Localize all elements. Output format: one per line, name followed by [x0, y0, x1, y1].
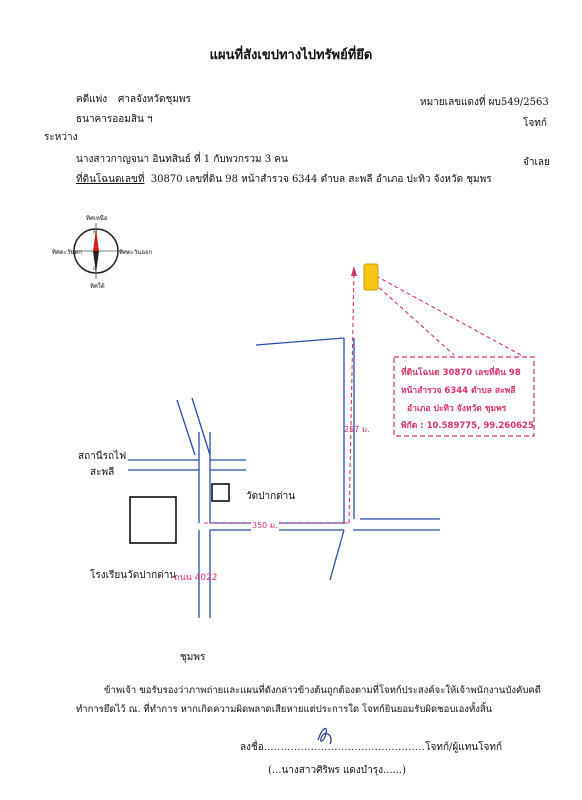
school-label: โรงเรียนวัดปากด่าน	[90, 570, 177, 581]
plaintiff-role: โจทก์	[523, 118, 547, 129]
case-number: หมายเลขแดงที่ ผบ549/2563	[420, 97, 549, 108]
road-diagonal-a	[177, 400, 195, 455]
distance-350-label: 350 ม.	[252, 521, 278, 530]
sign-role: โจทก์/ผู้แทนโจทก์	[425, 742, 502, 753]
defendant-name: นางสาวกาญจนา อินทสินธ์ ที่ 1 กับพวกรวม 3 คน	[76, 154, 288, 165]
sign-dots: ................................................	[263, 743, 426, 753]
sign-label: ลงชื่อ	[240, 742, 264, 753]
callout-leader-a	[376, 276, 530, 360]
callout-leader-b	[374, 283, 454, 355]
case-type: คดีแพ่ง	[76, 94, 108, 105]
callout-line-1: ที่ดินโฉนด 30870 เลขที่ดิน 98	[401, 368, 521, 378]
road-bottom-branch	[330, 530, 344, 580]
station-label: สถานีรถไฟ	[78, 451, 127, 462]
compass-north-label: ทิศเหนือ	[86, 215, 108, 222]
callout-leader-lines	[374, 276, 530, 360]
certification-line-2: ทำการยึดไว้ ณ. ที่ทำการ หากเกิดความผิดพลาดเสียหายแต่ประการใด โจทก์ยินยอมรับผิดชอบเองทั้งสิ้น	[76, 704, 493, 715]
compass-south-label: ทิศใต้	[90, 283, 105, 290]
school-building	[130, 497, 176, 543]
between-label: ระหว่าง	[44, 132, 78, 143]
callout-line-4: พิกัด : 10.589775, 99.260625	[401, 421, 534, 431]
route-vertical	[349, 272, 354, 523]
callout-line-2: หน้าสำรวจ 6344 ตำบล สะพลี	[401, 386, 516, 396]
plaintiff-name: ธนาคารออมสิน ฯ	[76, 114, 153, 125]
property-marker-icon	[364, 264, 378, 290]
signature-line	[240, 740, 502, 755]
road-diagonal-b	[192, 398, 210, 455]
distance-257-label: 257 ม.	[344, 425, 370, 434]
chumphon-label: ชุมพร	[180, 652, 206, 663]
road-4022-label: ถนน 4022	[174, 573, 218, 583]
compass-s-letter: S	[93, 266, 97, 272]
certification-line-1: ข้าพเจ้า ขอรับรองว่าภาพถ่ายและแผนที่ดังกล่าวข้างต้นถูกต้องตามที่โจทก์ประสงค์จะให้เจ้าพนักงานบังคับคดี	[104, 685, 541, 696]
land-detail: 30870 เลขที่ดิน 98 หน้าสำรวจ 6344 ตำบล สะพลี อำเภอ ปะทิว จังหวัด ชุมพร	[150, 174, 492, 185]
land-deed-label: โฉนดเลขที่	[95, 174, 145, 185]
compass-east-label: ทิศตะวันออก	[119, 249, 153, 256]
land-prefix: ที่ดิน	[76, 174, 96, 185]
callout-line-3: อำเภอ ปะทิว จังหวัด ชุมพร	[407, 404, 507, 414]
defendant-role: จำเลย	[523, 157, 550, 168]
temple-building	[212, 484, 229, 501]
court-name: ศาลจังหวัดชุมพร	[118, 94, 191, 105]
signer-name: (...นางสาวศิริพร แดงบำรุง......)	[268, 765, 406, 776]
route-arrow-icon	[351, 266, 357, 276]
temple-label: วัดปากด่าน	[246, 491, 296, 502]
route-path	[204, 272, 354, 523]
document-title: แผนที่สังเขปทางไปทรัพย์ที่ยึด	[209, 48, 373, 63]
compass-n-letter: N	[93, 230, 98, 236]
road-branch-top	[256, 338, 344, 345]
station-name-label: สะพลี	[90, 467, 115, 478]
compass-west-label: ทิศตะวันตก	[52, 249, 82, 256]
